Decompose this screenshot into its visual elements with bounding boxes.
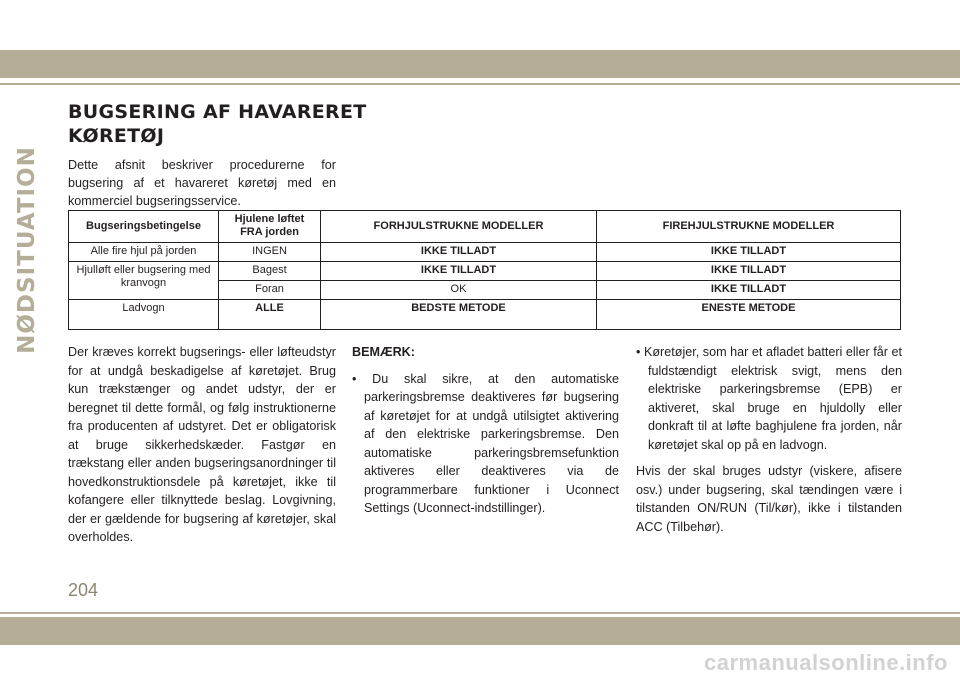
cell-condition: Alle fire hjul på jorden bbox=[69, 243, 219, 262]
title-line-1: BUGSERING AF HAVARERET bbox=[68, 101, 367, 123]
header-condition: Bugseringsbetingelse bbox=[69, 211, 219, 243]
table-row bbox=[69, 262, 901, 281]
cell-awd: IKKE TILLADT bbox=[597, 262, 901, 281]
cell-fwd: IKKE TILLADT bbox=[321, 243, 597, 262]
cell-fwd: IKKE TILLADT bbox=[321, 262, 597, 281]
section-label: NØDSITUATION bbox=[14, 146, 40, 354]
intro-paragraph: Dette afsnit beskriver procedurerne for bugsering af et havareret køretøj med en kommerciel bugseringsservice. bbox=[68, 158, 336, 208]
ignition-paragraph: Hvis der skal bruges udstyr (viskere, afisere osv.) under bugsering, skal tændingen være i tilstanden ON/RUN (Til/kør), ikke i tilstanden ACC (Tilbehør). bbox=[636, 464, 902, 534]
cell-lifted: Bagest bbox=[219, 262, 321, 281]
cell-fwd: BEDSTE METODE bbox=[321, 300, 597, 330]
header-lifted: Hjulene løftet FRA jorden bbox=[219, 211, 321, 243]
towing-table bbox=[68, 210, 901, 330]
footer-rule bbox=[0, 612, 960, 614]
cell-awd: IKKE TILLADT bbox=[597, 281, 901, 300]
header-band bbox=[0, 50, 960, 78]
watermark-text: carmanualsonline.info bbox=[704, 650, 948, 675]
column-middle bbox=[352, 343, 619, 526]
table-row bbox=[69, 243, 901, 262]
header-rule bbox=[0, 83, 960, 85]
header-awd: FIREHJULSTRUKNE MODELLER bbox=[597, 211, 901, 243]
table-header-row bbox=[69, 211, 901, 243]
cell-condition: Hjulløft eller bugsering med kranvogn bbox=[69, 262, 219, 300]
note-heading: BEMÆRK: bbox=[352, 345, 415, 359]
cell-condition: Ladvogn bbox=[69, 300, 219, 330]
cell-fwd: OK bbox=[321, 281, 597, 300]
towing-equipment-paragraph: Der kræves korrekt bugserings- eller løfteudstyr for at undgå beskadigelse af køretøjet. Brug kun trækstænger og andet udstyr, der er beregnet til dette formål, og følg instruktionerne fra producenten af udstyret. Det er obligatorisk at bruge sikkerhedskæder. Fastgør en trækstang eller anden bugseringsanordninger til hovedkonstruktionsdele på køretøjet, ikke til kofangere eller tilknyttede beslag. Lovgivning, der er gældende for bugsering af køretøjer, skal overholdes. bbox=[68, 345, 336, 544]
column-left bbox=[68, 343, 336, 555]
footer-band bbox=[0, 617, 960, 645]
cell-awd: ENESTE METODE bbox=[597, 300, 901, 330]
cell-lifted: Foran bbox=[219, 281, 321, 300]
cell-lifted: INGEN bbox=[219, 243, 321, 262]
header-fwd: FORHJULSTRUKNE MODELLER bbox=[321, 211, 597, 243]
page-title bbox=[68, 100, 367, 148]
cell-awd: IKKE TILLADT bbox=[597, 243, 901, 262]
title-line-2: KØRETØJ bbox=[68, 125, 165, 147]
cell-lifted: ALLE bbox=[219, 300, 321, 330]
column-right bbox=[636, 343, 902, 544]
note-bullet: • Du skal sikre, at den automatiske parkeringsbremse deaktiveres før bugsering af køretøjet for at undgå utilsigtet aktivering af den elektriske parkeringsbremse. Den automatiske parkeringsbremsefunktion aktiveres eller deaktiveres via de programmerbare funktioner i Uconnect Settings (Uconnect-indstillinger). bbox=[352, 371, 619, 515]
note-bullet: • Køretøjer, som har et afladet batteri eller får et fuldstændigt elektrisk svigt, mens den elektriske parkeringsbremse (EPB) er aktiveret, skal bruge en hjuldolly eller donkraft til at løfte baghjulene fra jorden, når køretøjet skal op på en ladvogn. bbox=[636, 345, 902, 452]
page-number: 204 bbox=[68, 580, 99, 600]
table-row bbox=[69, 300, 901, 330]
